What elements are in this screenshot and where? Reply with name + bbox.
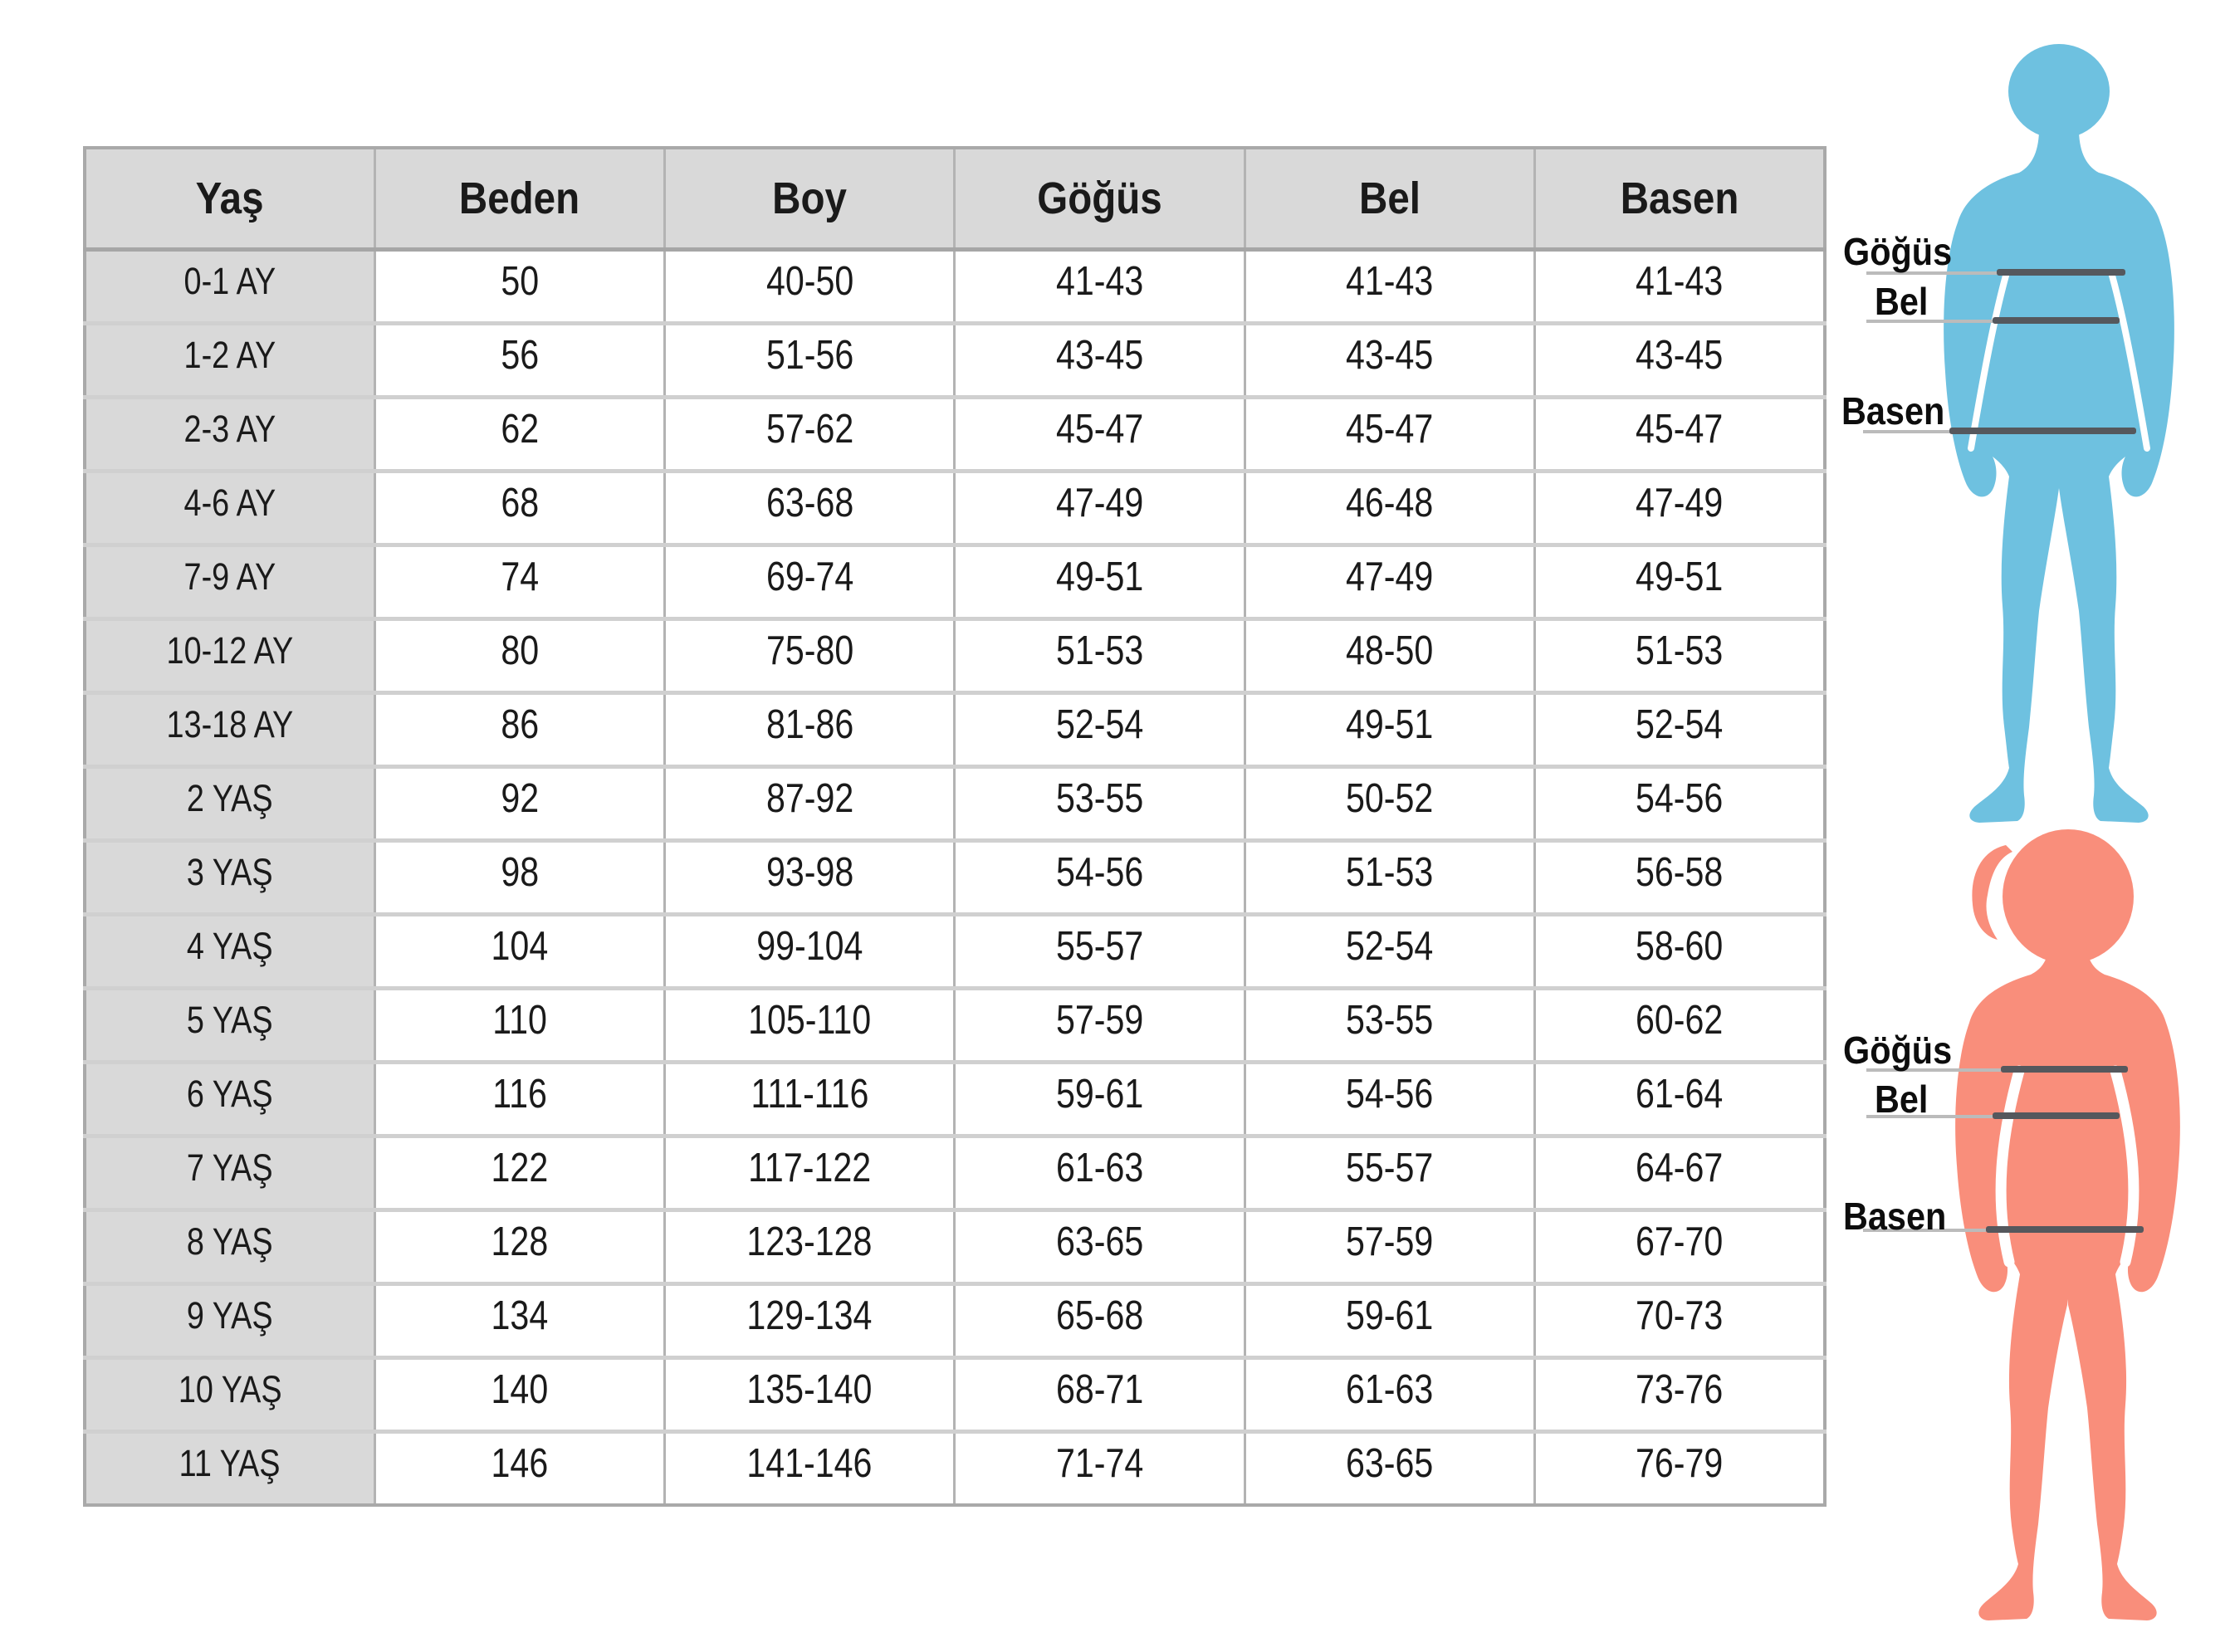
table-cell: 128 bbox=[374, 1210, 664, 1283]
table-cell: 56 bbox=[374, 323, 664, 397]
table-row bbox=[85, 766, 1825, 840]
table-cell: 50 bbox=[374, 249, 664, 323]
table-cell: 47-49 bbox=[1245, 545, 1534, 618]
table-row bbox=[85, 471, 1825, 545]
table-cell: 86 bbox=[374, 692, 664, 766]
table-cell: 41-43 bbox=[1535, 249, 1825, 323]
header-row bbox=[85, 148, 1825, 249]
table-cell: 98 bbox=[374, 840, 664, 914]
age-cell: 8 YAŞ bbox=[85, 1210, 374, 1283]
table-row bbox=[85, 1210, 1825, 1283]
table-row bbox=[85, 545, 1825, 618]
table-cell: 122 bbox=[374, 1136, 664, 1210]
age-cell: 6 YAŞ bbox=[85, 1062, 374, 1136]
table-cell: 92 bbox=[374, 766, 664, 840]
table-cell: 50-52 bbox=[1245, 766, 1534, 840]
table-cell: 141-146 bbox=[665, 1431, 955, 1505]
table-cell: 99-104 bbox=[665, 914, 955, 988]
table-cell: 68 bbox=[374, 471, 664, 545]
table-row bbox=[85, 1062, 1825, 1136]
column-header: Bel bbox=[1245, 148, 1534, 249]
table-cell: 54-56 bbox=[1535, 766, 1825, 840]
age-cell: 13-18 AY bbox=[85, 692, 374, 766]
table-cell: 57-59 bbox=[1245, 1210, 1534, 1283]
table-row bbox=[85, 323, 1825, 397]
table-cell: 63-65 bbox=[955, 1210, 1245, 1283]
table-cell: 61-63 bbox=[1245, 1357, 1534, 1431]
table-cell: 55-57 bbox=[1245, 1136, 1534, 1210]
age-cell: 7 YAŞ bbox=[85, 1136, 374, 1210]
table-cell: 51-53 bbox=[1535, 618, 1825, 692]
table-cell: 43-45 bbox=[1535, 323, 1825, 397]
table-row bbox=[85, 1283, 1825, 1357]
table-cell: 60-62 bbox=[1535, 988, 1825, 1062]
column-header: Beden bbox=[374, 148, 664, 249]
table-cell: 45-47 bbox=[955, 397, 1245, 471]
table-cell: 43-45 bbox=[955, 323, 1245, 397]
size-table-header bbox=[85, 148, 1825, 249]
age-cell: 2 YAŞ bbox=[85, 766, 374, 840]
table-cell: 64-67 bbox=[1535, 1136, 1825, 1210]
table-cell: 68-71 bbox=[955, 1357, 1245, 1431]
table-cell: 105-110 bbox=[665, 988, 955, 1062]
table-cell: 45-47 bbox=[1535, 397, 1825, 471]
girl-silhouette bbox=[1943, 822, 2192, 1652]
table-cell: 58-60 bbox=[1535, 914, 1825, 988]
table-cell: 76-79 bbox=[1535, 1431, 1825, 1505]
table-cell: 45-47 bbox=[1245, 397, 1534, 471]
table-cell: 59-61 bbox=[1245, 1283, 1534, 1357]
table-cell: 56-58 bbox=[1535, 840, 1825, 914]
age-cell: 10-12 AY bbox=[85, 618, 374, 692]
table-cell: 49-51 bbox=[1245, 692, 1534, 766]
table-cell: 61-63 bbox=[955, 1136, 1245, 1210]
table-row bbox=[85, 914, 1825, 988]
table-cell: 48-50 bbox=[1245, 618, 1534, 692]
table-cell: 104 bbox=[374, 914, 664, 988]
table-cell: 51-53 bbox=[955, 618, 1245, 692]
table-cell: 63-68 bbox=[665, 471, 955, 545]
boy-chest-measure-line bbox=[1997, 269, 2125, 276]
table-cell: 41-43 bbox=[955, 249, 1245, 323]
boy-chest-label: Göğüs bbox=[1843, 230, 1953, 273]
table-row bbox=[85, 988, 1825, 1062]
age-cell: 0-1 AY bbox=[85, 249, 374, 323]
table-cell: 54-56 bbox=[1245, 1062, 1534, 1136]
boy-waist-measure-line bbox=[1993, 317, 2120, 324]
table-cell: 57-59 bbox=[955, 988, 1245, 1062]
table-cell: 55-57 bbox=[955, 914, 1245, 988]
girl-hip-label: Basen bbox=[1843, 1195, 1947, 1238]
boy-hip-measure-line bbox=[1949, 428, 2136, 434]
table-cell: 123-128 bbox=[665, 1210, 955, 1283]
table-cell: 117-122 bbox=[665, 1136, 955, 1210]
table-cell: 43-45 bbox=[1245, 323, 1534, 397]
table-cell: 40-50 bbox=[665, 249, 955, 323]
girl-chest-label: Göğüs bbox=[1843, 1029, 1953, 1072]
table-cell: 52-54 bbox=[1535, 692, 1825, 766]
table-row bbox=[85, 692, 1825, 766]
table-row bbox=[85, 397, 1825, 471]
table-cell: 41-43 bbox=[1245, 249, 1534, 323]
table-cell: 74 bbox=[374, 545, 664, 618]
size-table bbox=[83, 146, 1827, 1507]
table-cell: 53-55 bbox=[955, 766, 1245, 840]
table-cell: 52-54 bbox=[1245, 914, 1534, 988]
girl-waist-measure-line bbox=[1993, 1112, 2120, 1119]
table-cell: 59-61 bbox=[955, 1062, 1245, 1136]
age-cell: 10 YAŞ bbox=[85, 1357, 374, 1431]
age-cell: 2-3 AY bbox=[85, 397, 374, 471]
table-row bbox=[85, 840, 1825, 914]
table-cell: 140 bbox=[374, 1357, 664, 1431]
age-cell: 4-6 AY bbox=[85, 471, 374, 545]
table-cell: 135-140 bbox=[665, 1357, 955, 1431]
table-cell: 134 bbox=[374, 1283, 664, 1357]
table-cell: 116 bbox=[374, 1062, 664, 1136]
age-cell: 9 YAŞ bbox=[85, 1283, 374, 1357]
table-cell: 47-49 bbox=[1535, 471, 1825, 545]
table-cell: 111-116 bbox=[665, 1062, 955, 1136]
table-cell: 49-51 bbox=[1535, 545, 1825, 618]
column-header: Yaş bbox=[85, 148, 374, 249]
table-cell: 87-92 bbox=[665, 766, 955, 840]
table-row bbox=[85, 1136, 1825, 1210]
table-cell: 65-68 bbox=[955, 1283, 1245, 1357]
table-cell: 93-98 bbox=[665, 840, 955, 914]
table-cell: 54-56 bbox=[955, 840, 1245, 914]
boy-waist-label: Bel bbox=[1875, 280, 1929, 323]
table-cell: 69-74 bbox=[665, 545, 955, 618]
table-cell: 67-70 bbox=[1535, 1210, 1825, 1283]
age-cell: 11 YAŞ bbox=[85, 1431, 374, 1505]
table-cell: 62 bbox=[374, 397, 664, 471]
table-cell: 73-76 bbox=[1535, 1357, 1825, 1431]
age-cell: 4 YAŞ bbox=[85, 914, 374, 988]
girl-waist-label: Bel bbox=[1875, 1078, 1929, 1121]
age-cell: 5 YAŞ bbox=[85, 988, 374, 1062]
girl-hip-measure-line bbox=[1986, 1226, 2144, 1233]
table-cell: 80 bbox=[374, 618, 664, 692]
table-cell: 75-80 bbox=[665, 618, 955, 692]
table-cell: 63-65 bbox=[1245, 1431, 1534, 1505]
age-cell: 1-2 AY bbox=[85, 323, 374, 397]
size-table-body bbox=[85, 249, 1825, 1505]
table-cell: 70-73 bbox=[1535, 1283, 1825, 1357]
table-cell: 71-74 bbox=[955, 1431, 1245, 1505]
table-row bbox=[85, 249, 1825, 323]
table-row bbox=[85, 618, 1825, 692]
table-cell: 47-49 bbox=[955, 471, 1245, 545]
table-cell: 51-53 bbox=[1245, 840, 1534, 914]
table-cell: 52-54 bbox=[955, 692, 1245, 766]
column-header: Göğüs bbox=[955, 148, 1245, 249]
table-cell: 53-55 bbox=[1245, 988, 1534, 1062]
girl-chest-measure-line bbox=[2001, 1066, 2128, 1073]
table-cell: 146 bbox=[374, 1431, 664, 1505]
table-row bbox=[85, 1357, 1825, 1431]
column-header: Boy bbox=[665, 148, 955, 249]
table-cell: 46-48 bbox=[1245, 471, 1534, 545]
boy-hip-label: Basen bbox=[1841, 389, 1945, 433]
table-cell: 49-51 bbox=[955, 545, 1245, 618]
table-cell: 110 bbox=[374, 988, 664, 1062]
table-cell: 61-64 bbox=[1535, 1062, 1825, 1136]
age-cell: 3 YAŞ bbox=[85, 840, 374, 914]
boy-silhouette bbox=[1934, 42, 2184, 830]
column-header: Basen bbox=[1535, 148, 1825, 249]
table-row bbox=[85, 1431, 1825, 1505]
age-cell: 7-9 AY bbox=[85, 545, 374, 618]
table-cell: 57-62 bbox=[665, 397, 955, 471]
table-cell: 129-134 bbox=[665, 1283, 955, 1357]
table-cell: 81-86 bbox=[665, 692, 955, 766]
table-cell: 51-56 bbox=[665, 323, 955, 397]
